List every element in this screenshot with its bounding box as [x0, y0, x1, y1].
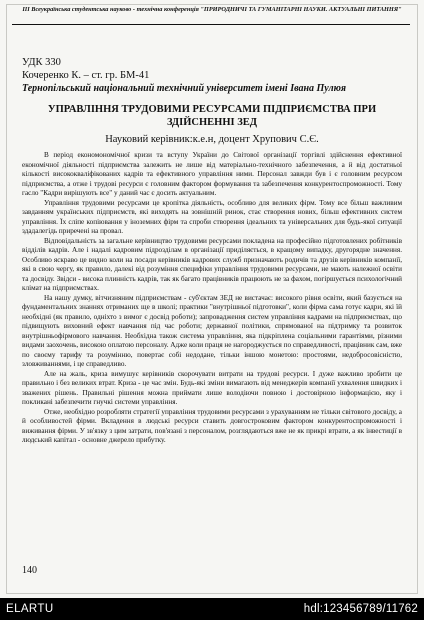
page-number: 140 [22, 565, 37, 576]
body-paragraph: Відповідальність за загальне керівництво трудовими ресурсами покладена на професійно підготовлених робітників відділів кадрів. Але і надалі кадровим підрозділам в організації приділяється, в кращому випадку, другорядне значення. Особливо яскраво це видно коли на посади керівників кадрових служб призначають родичів та друзів керівників компанії, які в свою чергу, як правило, далекі від розуміння специфіки управління трудовими ресурсами, не мають належної освіти та досвіду. Звідси - висока плинність кадрів, так як багато працівників працюють не за фахом, погіршується психологічний клімат на підприємствах. [22, 236, 402, 292]
udc-code: УДК 330 [22, 57, 61, 68]
header-divider [12, 24, 410, 25]
affiliation: Тернопільський національний технічний університет імені Івана Пулюя [22, 83, 347, 94]
handle-identifier: hdl:123456789/11762 [303, 603, 418, 615]
conference-header: ІІІ Всеукраїнська студентська науково - технічна конференція "ПРИРОДНИЧІ ТА ГУМАНІТАРНІ НАУКИ. АКТУАЛЬНІ ПИТАННЯ" [22, 6, 402, 13]
body-paragraph: На нашу думку, вітчизняним підприємствам - суб'єктам ЗЕД не вистачає: високого рівня освіти, який базується на фундаментальних знаннях отриманих ще в школі; практики "внутрішньої підготовки", коли фірма сама готує кадри, які їй необхідні (як правило, одніхто з вимог є досвід роботи); запровадження систем управління кадрами на підприємствах, що підвищують виховний ефект навчання під час роботи; державної політики, спрямованої на підтримку та розвиток внутрішньофірмового навчання. Необхідна також система управління, яка підкріплена соціальними гарантіями, різними видами заохочень, високою оплатою персоналу. Адже коли праця не нагороджується по справедливості, працівник сам, вже по своєму тарифу та розумінню, повертає собі недодане, тільки іншою монетою: простоями, недобросовісністю, зловживаннями, і це справедливо. [22, 293, 402, 368]
scientific-supervisor: Науковий керівник:к.е.н, доцент Хрупович С.Є. [105, 134, 319, 145]
article-title: УПРАВЛІННЯ ТРУДОВИМИ РЕСУРСАМИ ПІДПРИЄМСТВА ПРИ ЗДІЙСНЕННІ ЗЕД [47, 104, 377, 128]
body-paragraph: Управління трудовими ресурсами це кропітка діяльність, особливо для великих фірм. Тому все більш важливим завданням українських підприємств, які виходять на зовнішній ринок, стає створення нових, більш ефективних систем управління. Їх сліпе копіювання у іноземних фірм та спроби створення ідеальних та універсальних для будь-якої ситуації здадалегідь приречені на провал. [22, 198, 402, 235]
repository-name: ELARTU [6, 603, 54, 615]
body-paragraph: Отже, необхідно розробляти стратегії управління трудовими ресурсами з урахуванням не тільки світового досвіду, а й особливостей фірми. Вкладення в людські ресурси ставить довгостроковим фактором конкурентоспроможності і виживання фірми. У зв'язку з цим затрати, пов'язані з персоналом, розглядаються вже не як прикрі втрати, а як інвестиції в людський капітал - основне джерело прибутку. [22, 407, 402, 444]
article-body [22, 151, 402, 446]
body-paragraph: В період економономічної кризи та вступу України до Світової організації торгівлі здійснення ефективної економічної діяльності підприємства залежить не лише від матеріально-технічного забезпечення, а й від достатньої кількості висококваліфікованих кадрів та ефективного управління ними. Персонал завжди був і є головним ресурсом підприємства, а отже і трудові ресурси є головним фактором формування та забезпечення конкурентоспроможності. Тому гасло "Кадри вирішують все" у даний час є досить актуальним. [22, 151, 402, 197]
body-paragraph: Але на жаль, криза вимушує керівників скорочувати витрати на трудові ресурси. І дуже важливо зробити це правильно і без великих втрат. Криза - це час змін. Будь-які зміни вимагають від менеджерів компанії ухвалення швидких і зважених рішень. Правильні рішення можна приймати лише володіючи повною і достовірною інформацією, яку і покликані забезпечити гнучкі системи управління. [22, 369, 402, 406]
author-line: Кочеренко К. – ст. гр. БМ-41 [22, 70, 150, 81]
